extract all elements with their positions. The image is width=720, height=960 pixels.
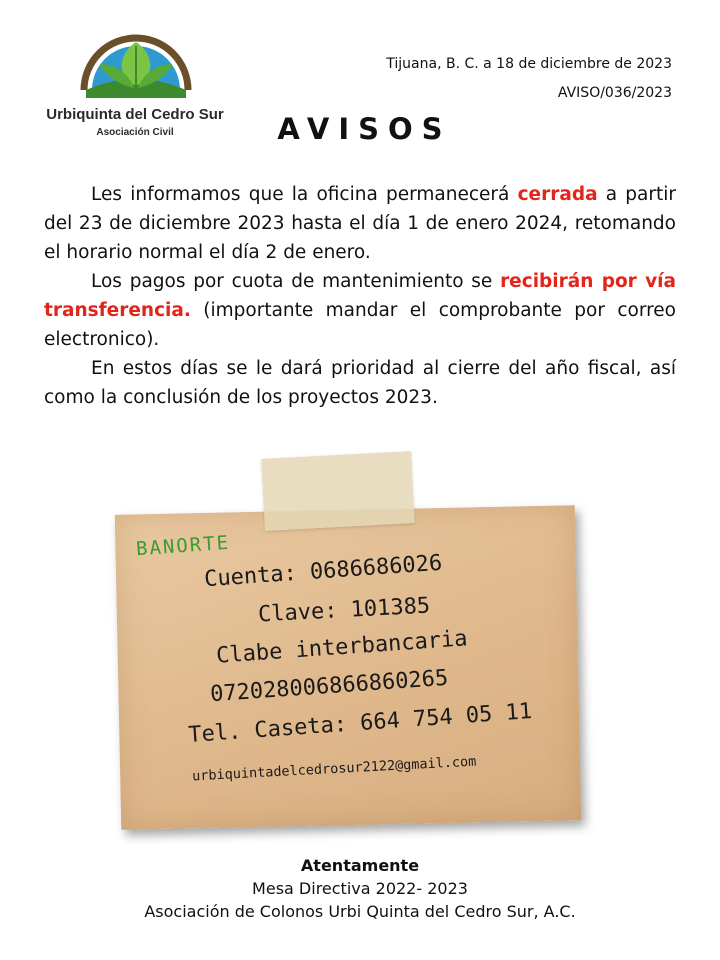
paragraph-closure xyxy=(44,180,676,267)
highlight-closed: cerrada xyxy=(517,184,598,205)
text: Los pagos por cuota de mantenimiento se xyxy=(91,271,501,292)
payment-note xyxy=(118,455,588,835)
bank-name: BANORTE xyxy=(135,531,231,561)
email-address: urbiquintadelcedrosur2122@gmail.com xyxy=(191,753,477,785)
closing: Atentamente xyxy=(300,856,420,875)
account-number: Cuenta: 0686686026 xyxy=(203,550,444,593)
text: (importante mandar el comprobante por correo electronico). xyxy=(44,300,676,350)
board-name: Mesa Directiva 2022- 2023 xyxy=(252,879,468,898)
text: a partir del 23 de diciembre 2023 hasta el día 1 de enero 2024, retomando el horario normal el día 2 de enero. xyxy=(44,184,676,263)
page-title: AVISOS xyxy=(277,112,452,146)
clabe-label: Clabe interbancaria xyxy=(215,626,469,669)
date-line: Tijuana, B. C. a 18 de diciembre de 2023 xyxy=(386,56,672,72)
org-name: Urbiquinta del Cedro Sur xyxy=(46,106,224,123)
clabe-number: 072028006866860265 xyxy=(209,665,450,708)
org-subtitle: Asociación Civil xyxy=(96,127,174,138)
highlight-transfer: recibirán por vía transferencia. xyxy=(44,271,676,321)
association-name: Asociación de Colonos Urbi Quinta del Cedro Sur, A.C. xyxy=(144,902,576,921)
paragraph-payments xyxy=(44,267,676,354)
key-number: Clave: 101385 xyxy=(257,593,431,628)
signature-block xyxy=(0,854,720,923)
text: Les informamos que la oficina permanecerá xyxy=(91,184,518,205)
tape xyxy=(261,451,415,531)
header-info xyxy=(386,50,672,108)
phone-number: Tel. Caseta: 664 754 05 11 xyxy=(187,699,533,748)
paragraph-fiscal xyxy=(44,354,676,412)
leaf-logo-icon xyxy=(76,28,196,110)
notice-body xyxy=(44,180,676,412)
notice-reference: AVISO/036/2023 xyxy=(557,85,672,101)
text: En estos días se le dará prioridad al cierre del año fiscal, así como la conclusión de los proyectos 2023. xyxy=(44,358,676,408)
